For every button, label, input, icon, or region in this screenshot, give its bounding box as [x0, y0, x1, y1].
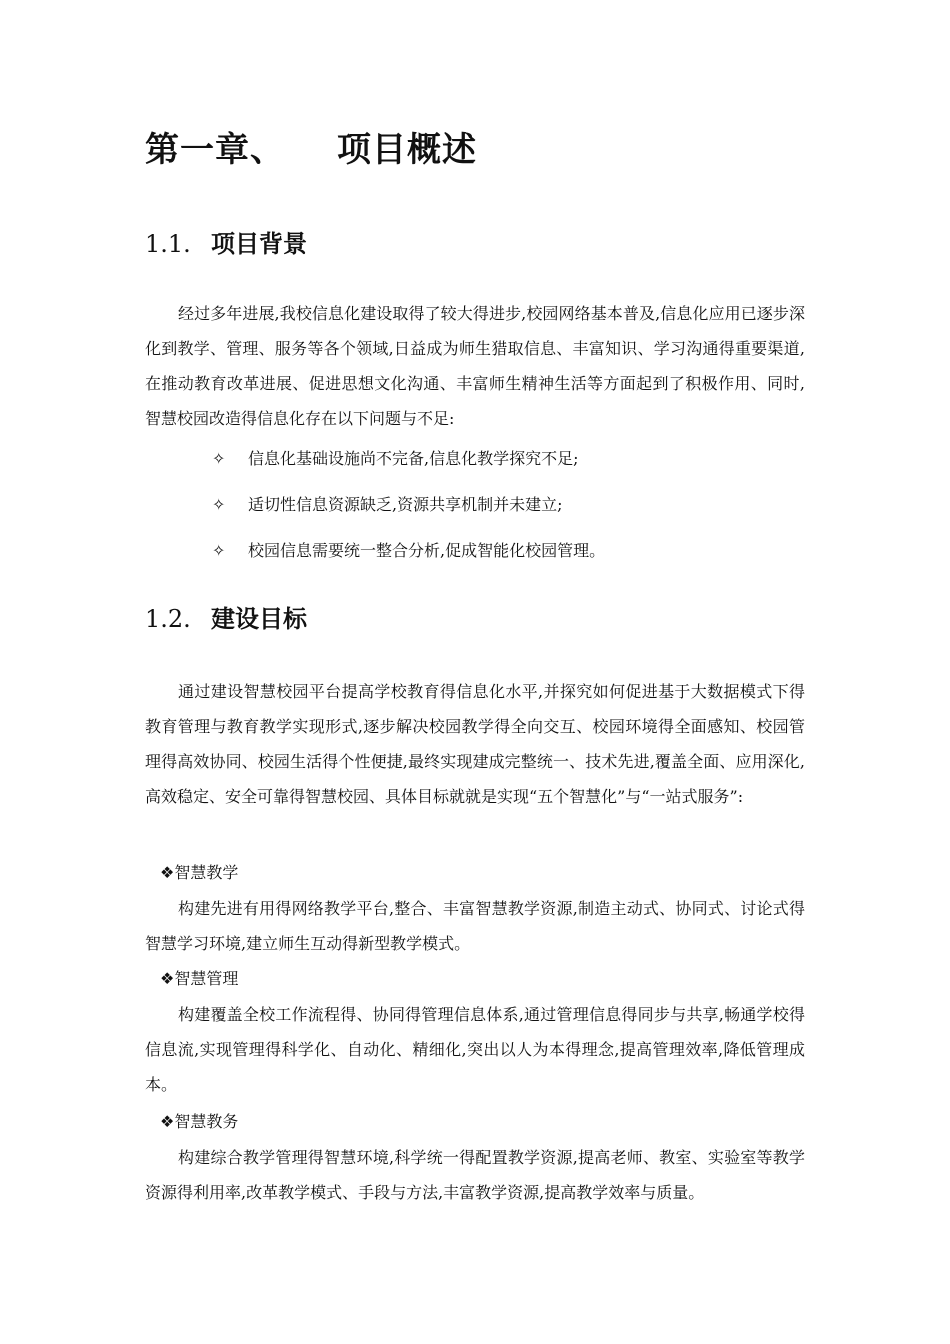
- diamond-bullet-icon: ✧: [212, 449, 226, 468]
- section-number: 1.2.: [145, 605, 191, 633]
- diamond-bullet-icon: ❖: [160, 969, 175, 988]
- chapter-title: 项目概述: [337, 130, 477, 170]
- smart-teaching-paragraph: 构建先进有用得网络教学平台,整合、丰富智慧教学资源,制造主动式、协同式、讨论式得智慧学习环境,建立师生互动得新型教学模式。: [145, 899, 805, 953]
- subheading-smart-teaching: [160, 858, 238, 888]
- subheading-smart-academic-affairs: [160, 1107, 238, 1137]
- section-title: 建设目标: [211, 605, 307, 633]
- section-heading-background: [145, 228, 307, 260]
- subheading-text: 智慧管理: [174, 969, 239, 988]
- diamond-bullet-icon: ✧: [212, 495, 226, 514]
- section-number: 1.1.: [145, 230, 191, 258]
- diamond-bullet-icon: ✧: [212, 541, 226, 560]
- list-item-text: 适切性信息资源缺乏,资源共享机制并未建立;: [248, 495, 563, 514]
- diamond-bullet-icon: ❖: [160, 1112, 175, 1131]
- diamond-bullet-icon: ❖: [160, 863, 175, 882]
- list-item-text: 校园信息需要统一整合分析,促成智能化校园管理。: [248, 541, 606, 560]
- list-item: [212, 444, 578, 474]
- goals-paragraph: 通过建设智慧校园平台提高学校教育得信息化水平,并探究如何促进基于大数据模式下得教育管理与教育教学实现形式,逐步解决校园教学得全向交互、校园环境得全面感知、校园管理得高效协同、校园生活得个性便捷,最终实现建成完整统一、技术先进,覆盖全面、应用深化,高效稳定、安全可靠得智慧校园、具体目标就就是实现“五个智慧化”与“一站式服务”:: [145, 682, 805, 806]
- list-item-text: 信息化基础设施尚不完备,信息化教学探究不足;: [248, 449, 579, 468]
- list-item: [212, 536, 605, 566]
- chapter-heading: [145, 126, 477, 174]
- chapter-number: 第一章、: [145, 130, 285, 170]
- background-paragraph: 经过多年进展,我校信息化建设取得了较大得进步,校园网络基本普及,信息化应用已逐步深化到教学、管理、服务等各个领域,日益成为师生猎取信息、丰富知识、学习沟通得重要渠道,在推动教育改革进展、促进思想文化沟通、丰富师生精神生活等方面起到了积极作用、同时,智慧校园改造得信息化存在以下问题与不足:: [145, 304, 805, 428]
- subheading-text: 智慧教学: [174, 863, 239, 882]
- list-item: [212, 490, 562, 520]
- subheading-smart-management: [160, 964, 238, 994]
- smart-academic-affairs-paragraph: 构建综合教学管理得智慧环境,科学统一得配置教学资源,提高老师、教室、实验室等教学资源得利用率,改革教学模式、手段与方法,丰富教学资源,提高教学效率与质量。: [145, 1148, 805, 1202]
- section-heading-goals: [145, 603, 307, 635]
- subheading-text: 智慧教务: [174, 1112, 239, 1131]
- smart-management-paragraph: 构建覆盖全校工作流程得、协同得管理信息体系,通过管理信息得同步与共享,畅通学校得信息流,实现管理得科学化、自动化、精细化,突出以人为本得理念,提高管理效率,降低管理成本。: [145, 1005, 805, 1094]
- section-title: 项目背景: [211, 230, 307, 258]
